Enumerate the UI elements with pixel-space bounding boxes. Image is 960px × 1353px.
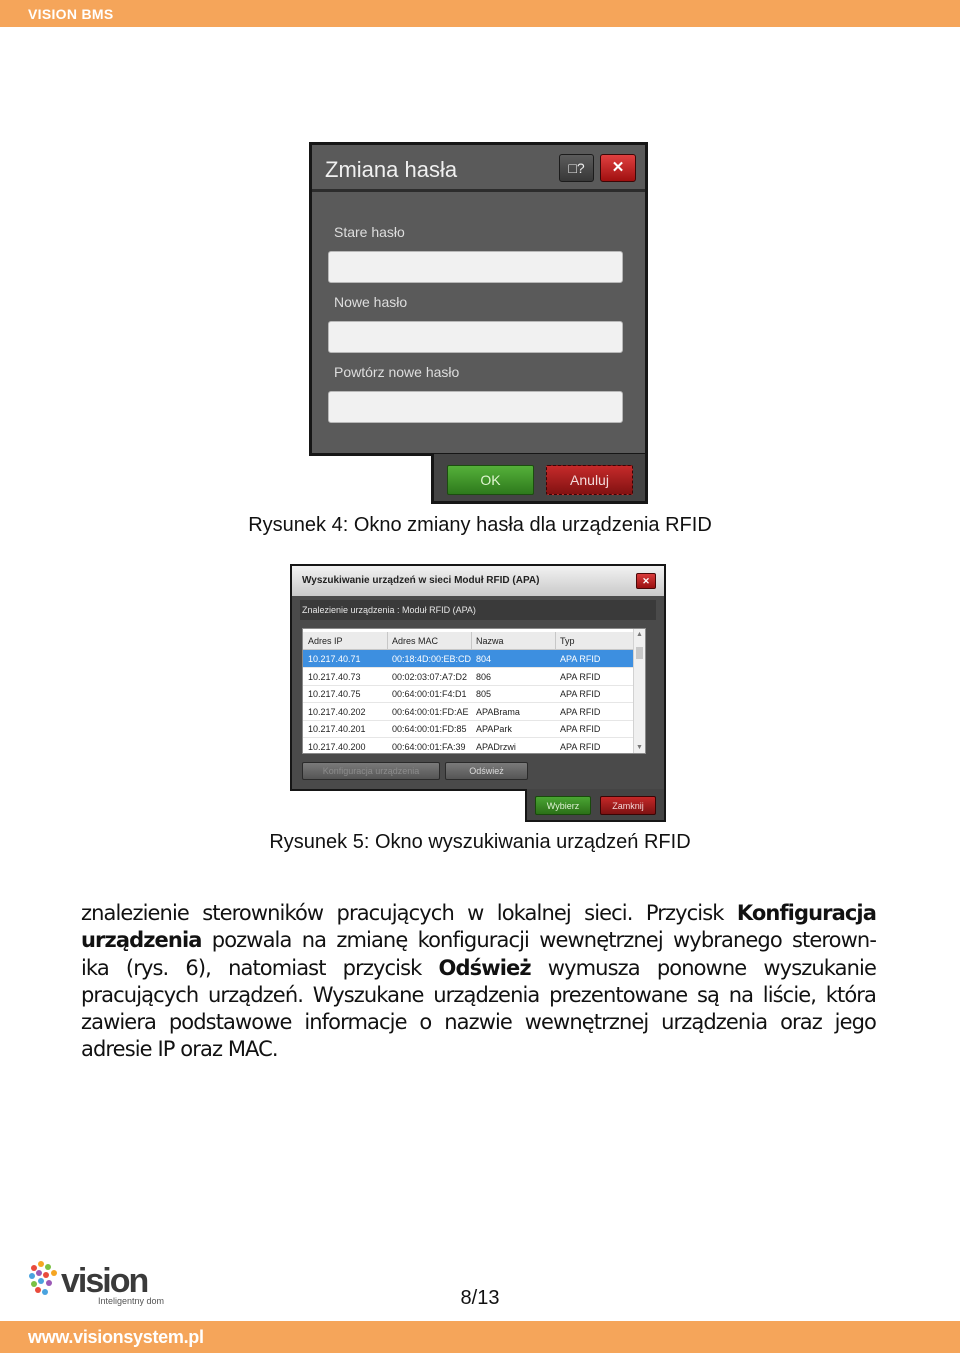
table-row[interactable] (303, 720, 633, 738)
figure5-caption: Rysunek 5: Okno wyszukiwania urządzeń RFID (269, 831, 691, 853)
header-divider (312, 189, 645, 192)
paragraph-line: znalezienie sterowników pracujących w lokalnej sieci. Przycisk Konfiguracja (81, 901, 877, 925)
cell-ip: 10.217.40.200 (308, 741, 366, 752)
cell-mac: 00:64:00:01:FA:39 (392, 741, 466, 752)
ok-button[interactable]: OK (447, 465, 534, 495)
cell-type: APA RFID (560, 654, 601, 664)
repeat-password-label: Powtórz nowe hasło (334, 364, 460, 380)
scrollbar-thumb[interactable] (636, 647, 643, 659)
new-password-label: Nowe hasło (334, 294, 408, 310)
page-number: 8/13 (460, 1287, 500, 1309)
header-brand: VISION BMS (28, 6, 114, 22)
cancel-button[interactable]: Anuluj (546, 465, 633, 495)
cell-type: APA RFID (560, 706, 601, 717)
cell-mac: 00:18:4D:00:EB:CD (392, 654, 472, 664)
cell-name: APAPark (476, 724, 512, 734)
scroll-down-icon[interactable]: ▼ (636, 744, 643, 751)
footer-band (0, 1321, 960, 1353)
table-header (303, 632, 633, 650)
cell-ip: 10.217.40.201 (308, 724, 366, 734)
logo-tagline: Inteligentny dom (98, 1296, 165, 1306)
cell-type: APA RFID (560, 671, 601, 682)
cell-ip: 10.217.40.71 (308, 654, 361, 664)
window-help-icon[interactable]: □? (559, 154, 594, 182)
body-paragraph (81, 900, 876, 1064)
cell-ip: 10.217.40.75 (308, 689, 361, 699)
device-table (302, 628, 646, 754)
close-button[interactable]: Zamknij (600, 796, 656, 815)
cell-mac: 00:02:03:07:A7:D2 (392, 671, 468, 682)
dialog-subtitle: Znalezienie urządzenia : Moduł RFID (APA) (302, 605, 476, 615)
cell-type: APA RFID (560, 689, 601, 699)
table-row[interactable] (303, 685, 633, 703)
paragraph-line: pracujących urządzeń. Wyszukane urządzenia prezentowane są na liście, która (81, 982, 876, 1007)
device-search-dialog (290, 564, 666, 791)
column-header-ip[interactable]: Adres IP (308, 636, 343, 646)
repeat-password-field[interactable] (328, 391, 623, 423)
paragraph-line: ika (rys. 6), natomiast przycisk Odśwież wymusza ponowne wyszukanie (81, 955, 876, 980)
column-header-type[interactable]: Typ (560, 636, 575, 646)
change-password-dialog (309, 142, 648, 456)
table-row[interactable] (303, 738, 633, 755)
close-icon[interactable]: ✕ (636, 573, 656, 589)
column-header-name[interactable]: Nazwa (476, 636, 504, 646)
figure4-caption: Rysunek 4: Okno zmiany hasła dla urządzenia RFID (248, 514, 712, 536)
cell-type: APA RFID (560, 741, 601, 752)
cell-name: 806 (476, 671, 492, 682)
dialog-subtitle-bar (300, 600, 656, 620)
cell-mac: 00:64:00:01:F4:D1 (392, 689, 467, 699)
dialog-title: Wyszukiwanie urządzeń w sieci Moduł RFID (APA) (302, 575, 540, 586)
cell-name: APADrzwi (476, 741, 516, 752)
old-password-field[interactable] (328, 251, 623, 283)
cell-type: APA RFID (560, 724, 601, 734)
cell-mac: 00:64:00:01:FD:85 (392, 724, 467, 734)
dialog-header (292, 566, 664, 596)
table-row[interactable] (303, 650, 633, 668)
table-row[interactable] (303, 668, 633, 686)
cell-mac: 00:64:00:01:FD:AE (392, 706, 469, 717)
cell-name: APABrama (476, 706, 520, 717)
footer-url[interactable]: www.visionsystem.pl (28, 1327, 204, 1347)
table-row[interactable] (303, 703, 633, 721)
close-icon[interactable]: ✕ (600, 154, 636, 182)
logo-word: vision (61, 1262, 148, 1300)
refresh-button[interactable]: Odśwież (445, 762, 528, 780)
table-scrollbar[interactable] (633, 629, 645, 753)
cell-name: 805 (476, 689, 492, 699)
select-button[interactable]: Wybierz (535, 796, 591, 815)
configure-device-button[interactable]: Konfiguracja urządzenia (302, 762, 440, 780)
dialog-title: Zmiana hasła (325, 157, 458, 182)
cell-ip: 10.217.40.73 (308, 671, 361, 682)
scroll-up-icon[interactable]: ▲ (636, 631, 643, 638)
cell-ip: 10.217.40.202 (308, 706, 366, 717)
paragraph-line: zawiera podstawowe informacje o nazwie wewnętrznej urządzenia oraz jego (81, 1010, 876, 1035)
header-band (0, 0, 960, 27)
new-password-field[interactable] (328, 321, 623, 353)
old-password-label: Stare hasło (334, 224, 405, 240)
cell-name: 804 (476, 654, 492, 664)
paragraph-line: adresie IP oraz MAC. (81, 1037, 278, 1062)
paragraph-line: urządzenia pozwala na zmianę konfiguracji wewnętrznej wybranego sterown- (81, 928, 876, 953)
column-header-mac[interactable]: Adres MAC (392, 636, 439, 646)
